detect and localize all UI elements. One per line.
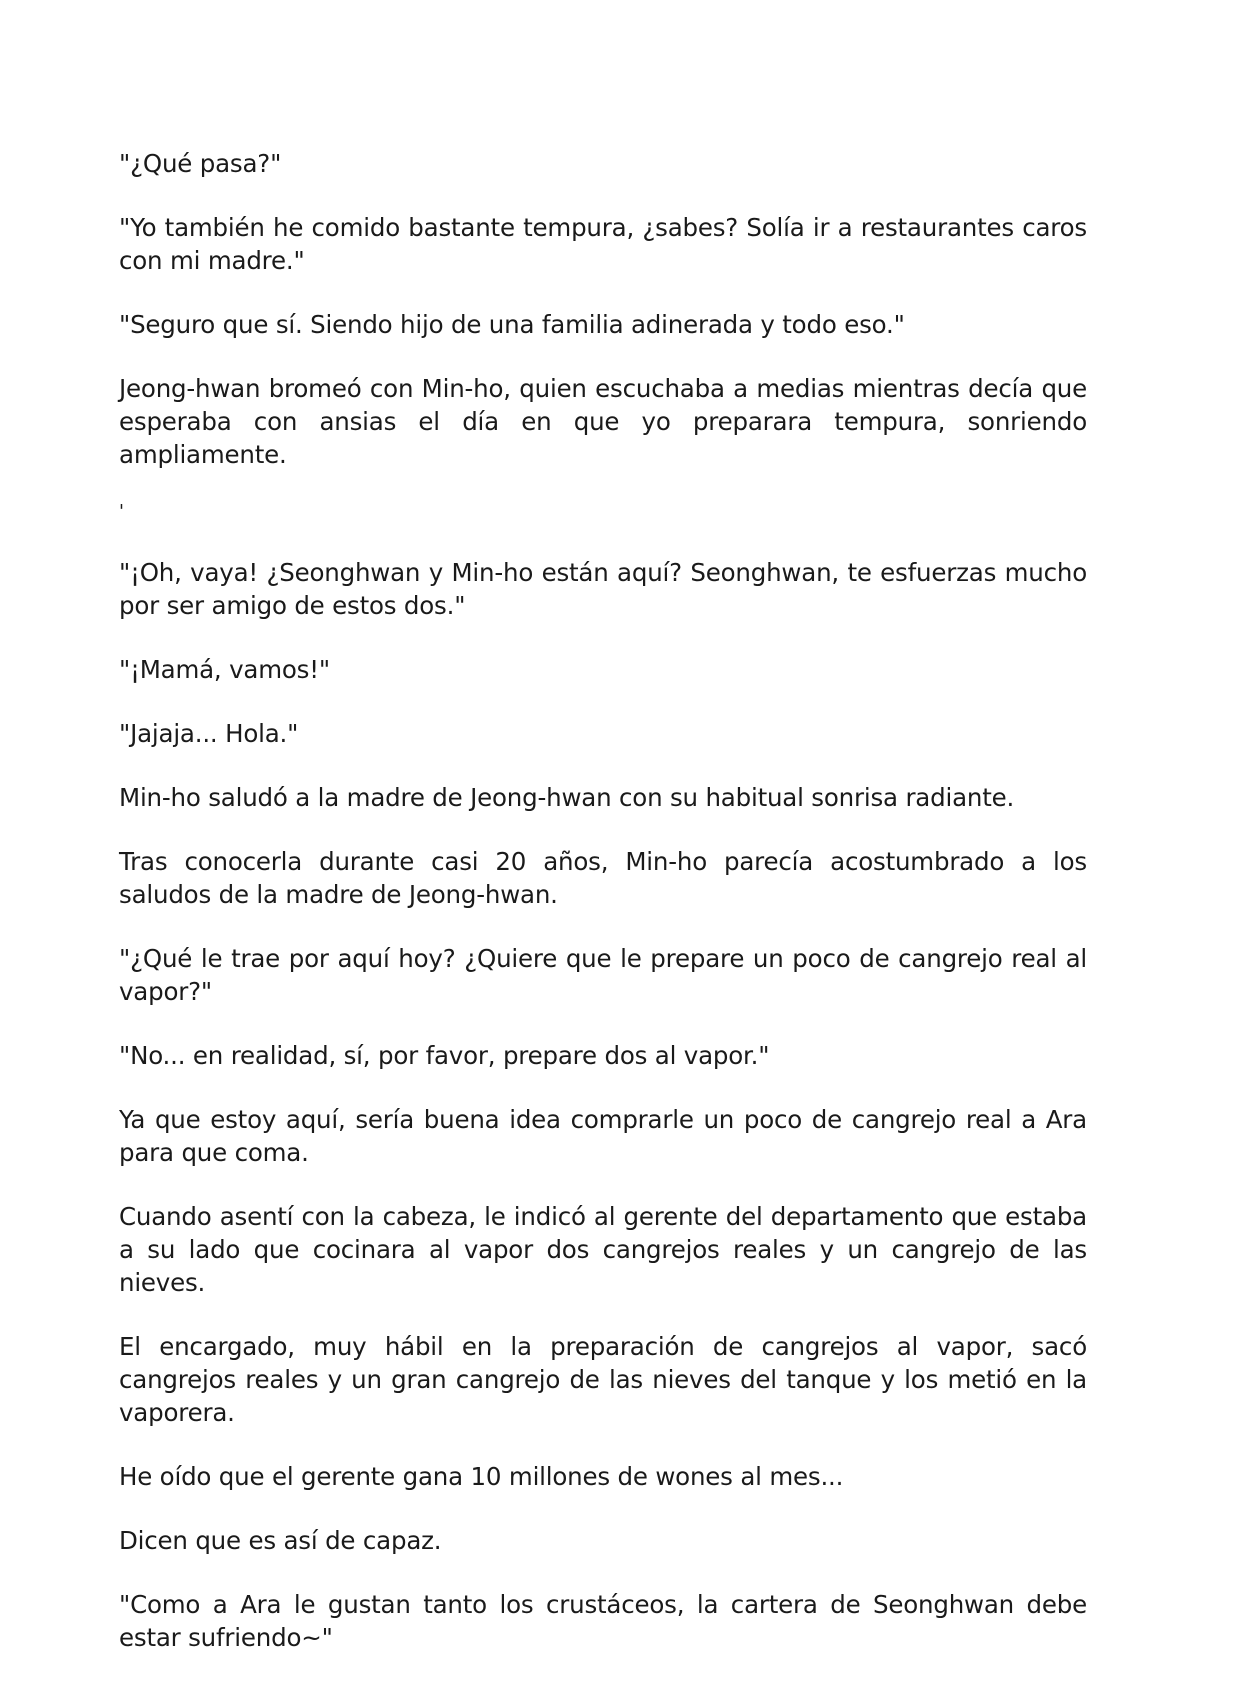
paragraph: "¿Qué pasa?" [119, 149, 282, 178]
paragraph: "Como a Ara le gustan tanto los crustáceos, la cartera de Seonghwan debe estar sufriendo~" [119, 1590, 1087, 1652]
paragraph: "¡Mamá, vamos!" [119, 655, 330, 684]
paragraph: He oído que el gerente gana 10 millones de wones al mes... [119, 1462, 844, 1491]
paragraph: Jeong-hwan bromeó con Min-ho, quien escuchaba a medias mientras decía que esperaba con ansias el día en que yo preparara tempura, sonriendo ampliamente. [119, 374, 1087, 469]
paragraph: "Seguro que sí. Siendo hijo de una familia adinerada y todo eso." [119, 310, 905, 339]
paragraph: Min-ho saludó a la madre de Jeong-hwan con su habitual sonrisa radiante. [119, 783, 1015, 812]
paragraph: Cuando asentí con la cabeza, le indicó al gerente del departamento que estaba a su lado que cocinara al vapor dos cangrejos reales y un cangrejo de las nieves. [119, 1202, 1087, 1297]
document-body [119, 147, 1087, 1685]
paragraph: Ya que estoy aquí, sería buena idea comprarle un poco de cangrejo real a Ara para que coma. [119, 1105, 1087, 1167]
paragraph: "No... en realidad, sí, por favor, prepare dos al vapor." [119, 1041, 770, 1070]
paragraph: "¡Oh, vaya! ¿Seonghwan y Min-ho están aquí? Seonghwan, te esfuerzas mucho por ser amigo de estos dos." [119, 558, 1087, 620]
paragraph: "Jajaja... Hola." [119, 719, 299, 748]
paragraph: Dicen que es así de capaz. [119, 1526, 442, 1555]
paragraph: "Yo también he comido bastante tempura, ¿sabes? Solía ir a restaurantes caros con mi madre." [119, 213, 1087, 275]
paragraph: "¿Qué le trae por aquí hoy? ¿Quiere que le prepare un poco de cangrejo real al vapor?" [119, 944, 1087, 1006]
stray-mark: ' [119, 501, 124, 522]
paragraph: El encargado, muy hábil en la preparación de cangrejos al vapor, sacó cangrejos reales y un gran cangrejo de las nieves del tanque y los metió en la vaporera. [119, 1332, 1087, 1427]
paragraph: Tras conocerla durante casi 20 años, Min-ho parecía acostumbrado a los saludos de la madre de Jeong-hwan. [119, 847, 1087, 909]
